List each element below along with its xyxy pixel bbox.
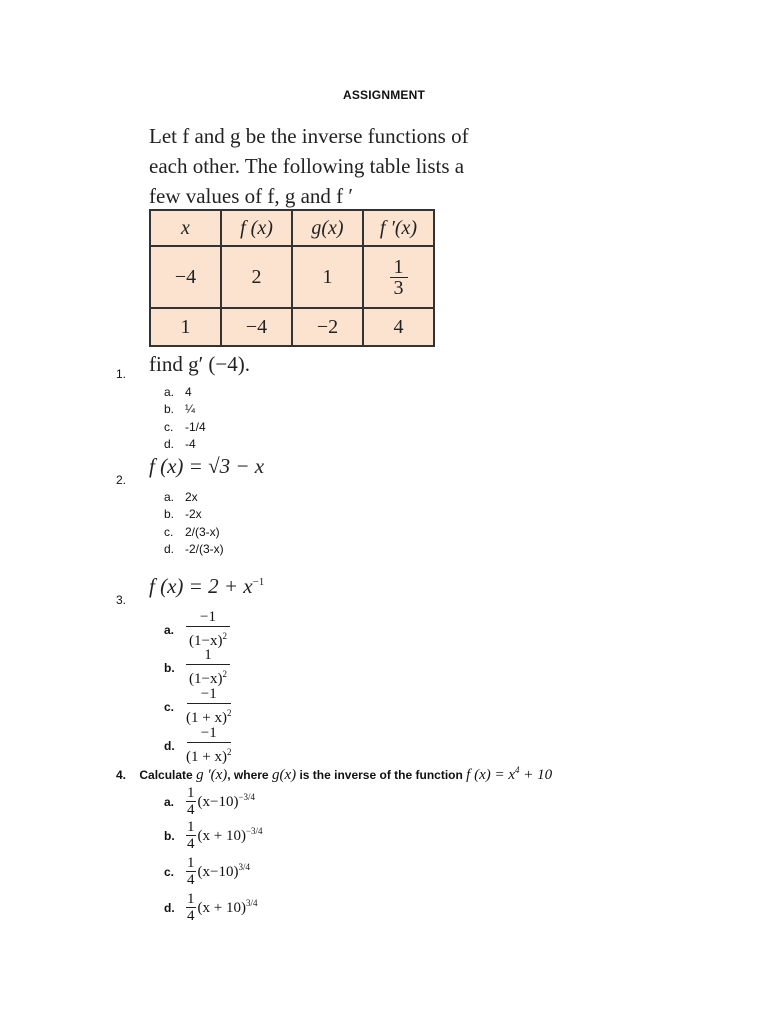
fraction: 1 4 bbox=[187, 891, 195, 924]
table-cell: 1 bbox=[150, 308, 221, 346]
table-header-x: x bbox=[150, 210, 221, 246]
problem-line-1: Let f and g be the inverse functions of bbox=[149, 124, 469, 148]
question-3-prompt: f $(x) = 2 + x^{-1}$ bbox=[149, 574, 265, 598]
fraction: 1 4 bbox=[187, 785, 195, 818]
table-cell-fraction bbox=[363, 246, 434, 308]
values-table bbox=[149, 209, 435, 347]
option-d[interactable]: d. −1 $(1 + x)^2$ bbox=[164, 725, 232, 765]
table-header-gx: g(x) bbox=[292, 210, 363, 246]
fraction: 1 4 bbox=[187, 819, 195, 852]
option-a[interactable]: a. −1 $(1-x)^2$ bbox=[164, 609, 230, 650]
question-3-number: 3. bbox=[116, 593, 127, 607]
table-cell: −4 bbox=[150, 246, 221, 308]
question-1-number: 1. bbox=[116, 367, 127, 381]
problem-line-2: each other. The following table lists a bbox=[149, 154, 465, 178]
table-cell: 4 bbox=[363, 308, 434, 346]
table-row bbox=[150, 308, 434, 346]
option-b[interactable]: b. 1 4 $(x + 10)^{-3/4}$ bbox=[164, 819, 263, 852]
fraction: −1 $(1-x)^2$ bbox=[186, 609, 230, 650]
fraction bbox=[390, 257, 408, 298]
option-c[interactable]: c. −1 $(1 + x)^2$ bbox=[164, 686, 232, 726]
question-1-options bbox=[164, 383, 206, 453]
table-header-fx: f (x) bbox=[221, 210, 292, 246]
question-2-options bbox=[164, 488, 224, 558]
question-2-prompt: f (x) = √3 − x bbox=[149, 454, 265, 478]
option-d[interactable]: d. 1 4 $(x + 10)^{3/4}$ bbox=[164, 891, 258, 924]
option-d[interactable]: d. -4 bbox=[164, 437, 196, 452]
table-cell: 2 bbox=[221, 246, 292, 308]
table-cell: −2 bbox=[292, 308, 363, 346]
fraction: −1 $(1 + x)^2$ bbox=[186, 686, 232, 726]
option-b[interactable]: b. ¼ bbox=[164, 402, 196, 417]
fraction: 1 $(1-x)^2$ bbox=[186, 647, 230, 688]
option-c[interactable]: c. 2/(3-x) bbox=[164, 524, 220, 539]
problem-line-3: few values of f, g and f ′ bbox=[149, 184, 354, 208]
option-d[interactable]: d. -2/(3-x) bbox=[164, 542, 224, 557]
problem-statement bbox=[149, 121, 509, 211]
fraction: 1 4 bbox=[187, 855, 195, 888]
page-title: ASSIGNMENT bbox=[342, 88, 425, 102]
table-header-fprime: f ′(x) bbox=[363, 210, 434, 246]
option-c[interactable]: c. 1 4 $(x-10)^{3/4}$ bbox=[164, 855, 250, 888]
option-c[interactable]: c. -1/4 bbox=[164, 419, 206, 434]
option-b[interactable]: b. -2x bbox=[164, 507, 202, 522]
option-a[interactable]: a. 1 4 $(x-10)^{-3/4}$ bbox=[164, 785, 256, 818]
option-b[interactable]: b. 1 $(1-x)^2$ bbox=[164, 647, 230, 688]
table-cell: −4 bbox=[221, 308, 292, 346]
option-a[interactable]: a. 2x bbox=[164, 489, 198, 504]
question-2-number: 2. bbox=[116, 473, 127, 487]
table-row bbox=[150, 246, 434, 308]
option-a[interactable]: a. 4 bbox=[164, 384, 192, 399]
fraction-denominator: 3 bbox=[393, 277, 404, 299]
fraction: −1 $(1 + x)^2$ bbox=[186, 725, 232, 765]
question-4-prompt: 4. Calculate g ′(x), where g(x) is the inverse of the function f $(x) = x^4 + 10$ bbox=[116, 765, 553, 783]
question-1-prompt: find g′ (−4). bbox=[149, 352, 251, 376]
fraction-numerator: 1 bbox=[390, 257, 408, 278]
table-cell: 1 bbox=[292, 246, 363, 308]
